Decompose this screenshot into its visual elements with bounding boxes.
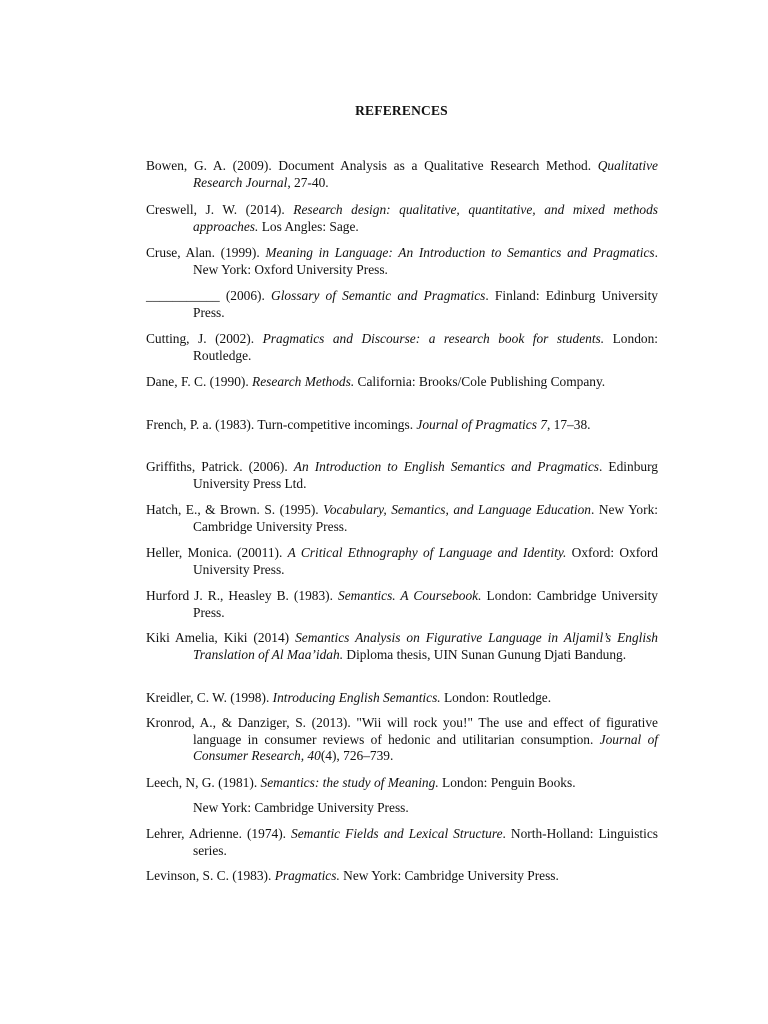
reference-title: Introducing English Semantics. [272,690,441,705]
reference-text: California: Brooks/Cole Publishing Company. [354,374,606,389]
reference-text: Cutting, J. (2002). [146,331,263,346]
reference-text: Diploma thesis, UIN Sunan Gunung Djati Bandung. [343,646,627,662]
reference-title: Semantics Analysis on Figurative Language in Aljamil’s English Translation of Al Maa’idah. [193,630,658,662]
reference-title: Pragmatics. [274,868,340,883]
reference-text: , 27-40. [287,174,329,190]
reference-entry [146,374,658,391]
reference-text: London: Cambridge University Press. [193,588,659,620]
reference-entry [146,245,658,278]
reference-text: Kiki Amelia, Kiki (2014) [146,630,296,645]
reference-title: Vocabulary, Semantics, and Language Education [323,502,591,517]
reference-text: Cruse, Alan. (1999). [146,245,266,260]
reference-text: Creswell, J. W. (2014). [146,202,294,217]
reference-entry [146,459,658,492]
reference-text: London: Routledge. [440,690,552,705]
reference-text: . New York: Oxford University Press. [193,245,658,277]
reference-entry [146,868,658,885]
reference-title: Research design: qualitative, quantitative, and mixed methods approaches. [193,202,658,234]
reference-entry [146,800,658,817]
reference-text: Heller, Monica. (20011). [146,545,288,560]
reference-entry [146,502,658,535]
reference-text: Leech, N, G. (1981). [146,775,261,790]
reference-text: . Finland: Edinburg University Press. [193,288,658,320]
reference-entry [146,775,658,792]
reference-text: Levinson, S. C. (1983). [146,868,275,883]
reference-title: Glossary of Semantic and Pragmatics [271,288,486,303]
reference-title: Semantics: the study of Meaning. [260,775,439,790]
reference-text: Lehrer, Adrienne. (1974). [146,826,292,841]
reference-entry [146,826,658,859]
reference-text: Kronrod, A., & Danziger, S. (2013). "Wii will rock you!" The use and effect of figurative language in consumer reviews of hedonic and utilitarian consumption. [146,715,658,747]
page-heading: REFERENCES [355,103,448,118]
reference-entry [146,158,658,191]
reference-text: . New York: Cambridge University Press. [193,502,658,534]
reference-text: Los Angles: Sage. [258,218,359,234]
reference-title: Journal of Pragmatics 7 [416,417,547,432]
reference-text: Bowen, G. A. (2009). Document Analysis as a Qualitative Research Method. [146,158,598,173]
reference-entry [146,331,658,364]
reference-entry [146,545,658,578]
reference-text: Hatch, E., & Brown. S. (1995). [146,502,324,517]
reference-entry [146,202,658,235]
reference-title: Journal of Consumer Research, 40 [193,731,658,763]
reference-text: Dane, F. C. (1990). [146,374,253,389]
reference-text: , 17–38. [546,417,591,432]
reference-text: Hurford J. R., Heasley B. (1983). [146,588,338,603]
reference-text: (4), 726–739. [320,748,394,763]
reference-title: Pragmatics and Discourse: a research book for students. [262,331,605,346]
reference-entry [146,630,658,663]
reference-text: London: Penguin Books. [438,775,576,790]
reference-entry [146,588,658,621]
reference-text: Kreidler, C. W. (1998). [146,690,273,705]
reference-entry [146,417,658,434]
reference-title: Qualitative Research Journal [193,158,658,190]
reference-text: French, P. a. (1983). Turn-competitive incomings. [146,417,417,432]
reference-text: Griffiths, Patrick. (2006). [146,459,294,474]
reference-title: Semantic Fields and Lexical Structure [291,826,503,841]
reference-text: New York: Cambridge University Press. [339,868,559,883]
reference-entry [146,690,658,707]
reference-text: ___________ (2006). [146,288,272,303]
reference-text: London: Routledge. [193,331,658,363]
reference-title: Semantics. A Coursebook. [338,588,482,603]
reference-title: Research Methods. [252,374,355,389]
reference-title: A Critical Ethnography of Language and Identity. [287,545,567,560]
reference-title: Meaning in Language: An Introduction to Semantics and Pragmatics [265,245,655,260]
reference-title: An Introduction to English Semantics and Pragmatics [293,459,599,474]
reference-text: Oxford: Oxford University Press. [193,545,659,577]
reference-entry [146,288,658,321]
reference-entry [146,715,658,765]
reference-text: . North-Holland: Linguistics series. [193,826,658,858]
reference-text: . Edinburg University Press Ltd. [193,459,658,491]
reference-text: New York: Cambridge University Press. [193,800,409,815]
